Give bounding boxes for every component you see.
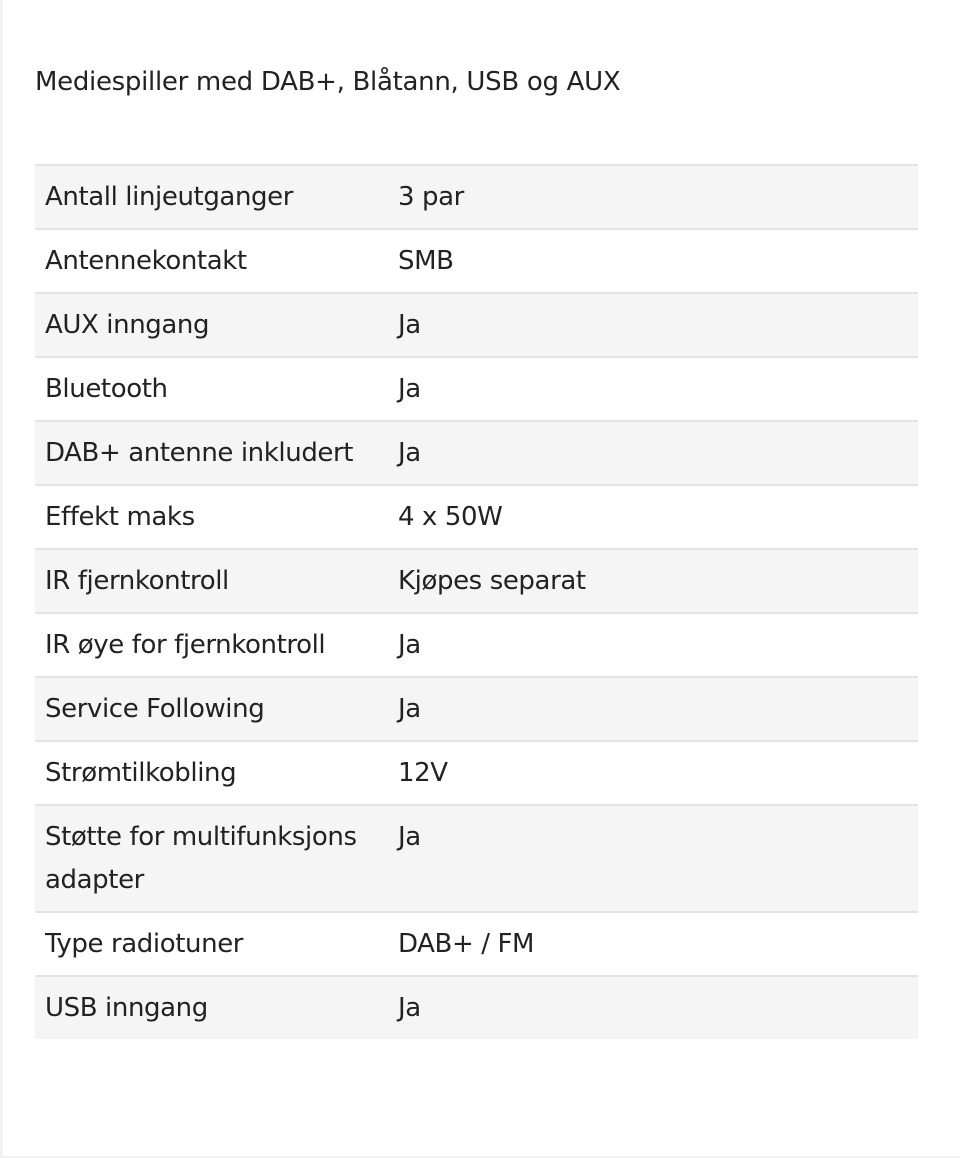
spec-value: Ja [388,976,918,1039]
spec-value: DAB+ / FM [388,912,918,976]
table-row [35,165,918,229]
table-row [35,741,918,805]
spec-label: Bluetooth [35,357,388,421]
spec-label: Støtte for multifunksjons adapter [35,805,388,912]
spec-table [35,164,918,1039]
table-row [35,976,918,1039]
spec-value: Kjøpes separat [388,549,918,613]
spec-value: SMB [388,229,918,293]
spec-value: Ja [388,677,918,741]
table-row [35,421,918,485]
spec-value: Ja [388,805,918,912]
spec-label: DAB+ antenne inkludert [35,421,388,485]
table-row [35,293,918,357]
table-row [35,229,918,293]
spec-value: Ja [388,421,918,485]
spec-value: Ja [388,357,918,421]
product-subtitle: Mediespiller med DAB+, Blåtann, USB og AUX [35,67,621,97]
product-page [3,0,960,1156]
table-row [35,677,918,741]
spec-label: Antall linjeutganger [35,165,388,229]
table-row [35,805,918,912]
spec-label: IR fjernkontroll [35,549,388,613]
spec-value: Ja [388,293,918,357]
table-row [35,549,918,613]
spec-value: 4 x 50W [388,485,918,549]
spec-label: Antennekontakt [35,229,388,293]
spec-label: Service Following [35,677,388,741]
spec-value: Ja [388,613,918,677]
spec-label: Type radiotuner [35,912,388,976]
spec-label: Strømtilkobling [35,741,388,805]
spec-value: 3 par [388,165,918,229]
table-row [35,912,918,976]
table-row [35,485,918,549]
spec-label: USB inngang [35,976,388,1039]
table-row [35,357,918,421]
spec-label: Effekt maks [35,485,388,549]
spec-label: AUX inngang [35,293,388,357]
spec-value: 12V [388,741,918,805]
spec-label: IR øye for fjernkontroll [35,613,388,677]
table-row [35,613,918,677]
